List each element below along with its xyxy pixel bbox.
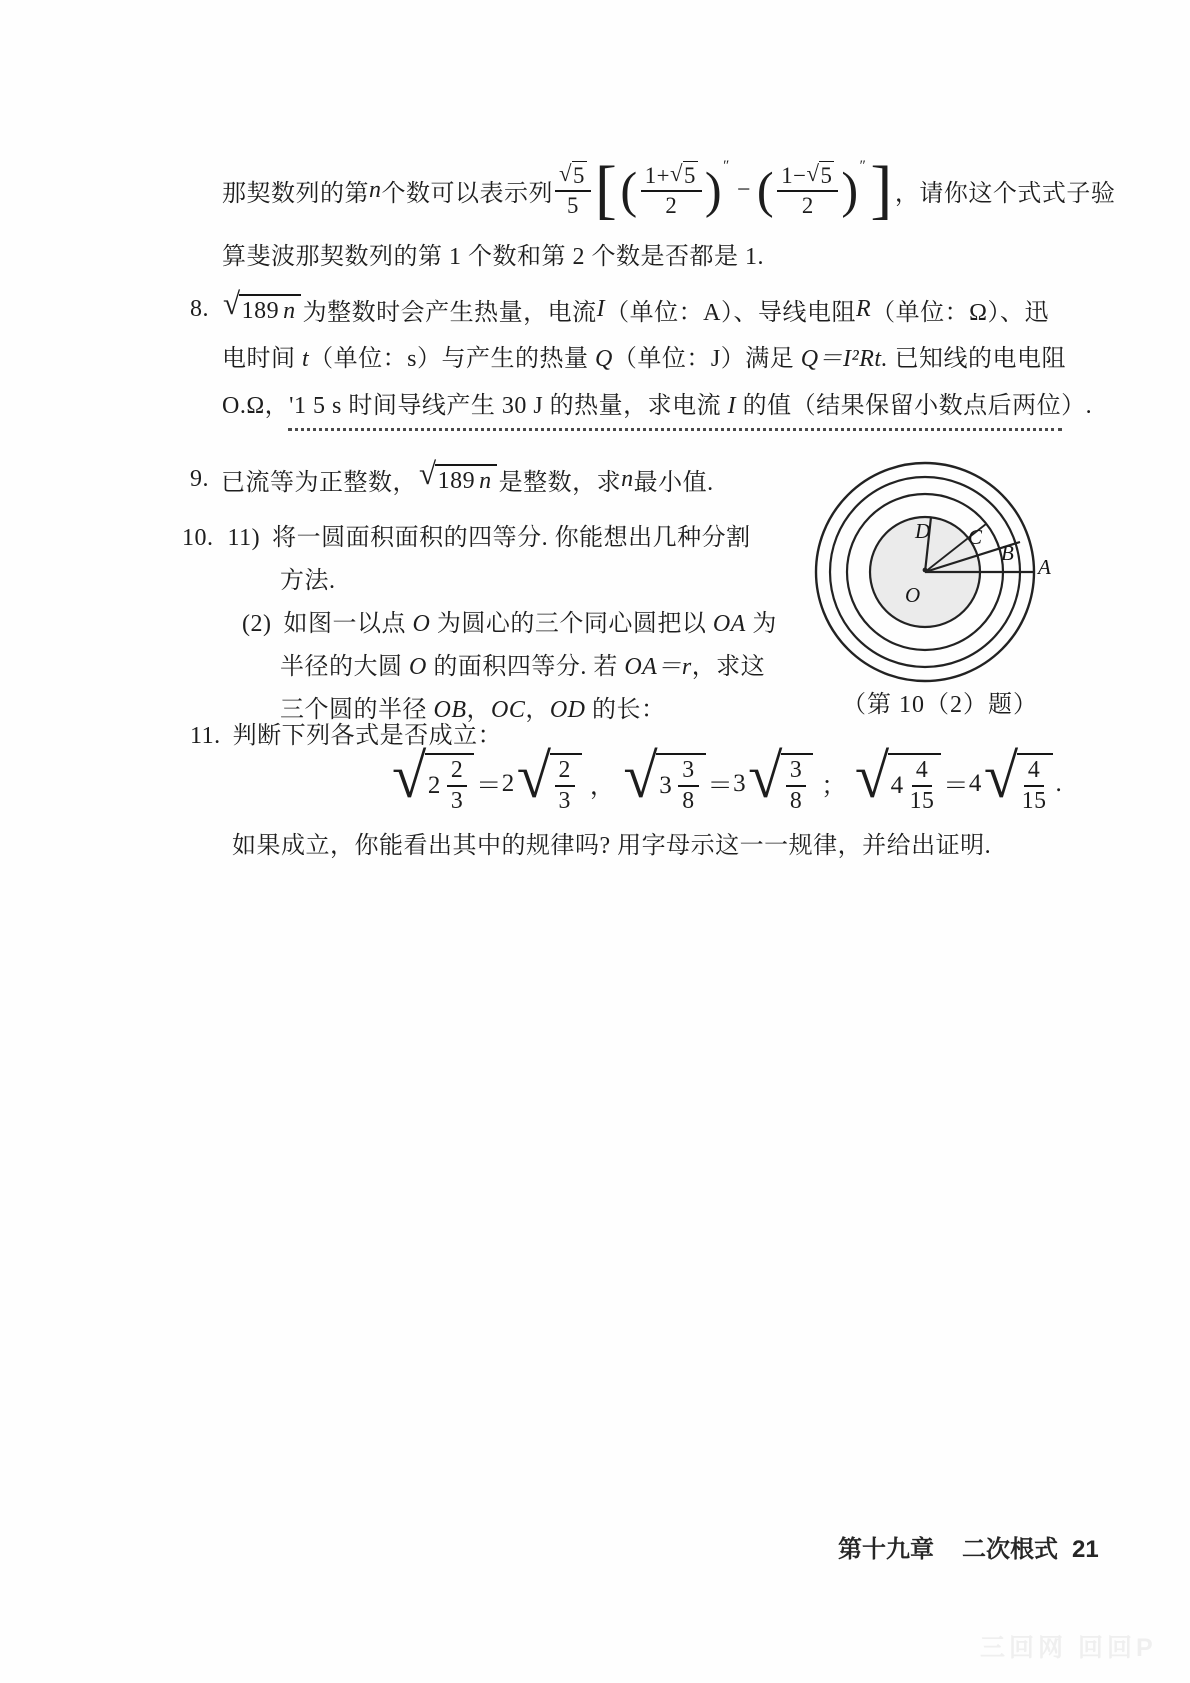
var-n: n [283, 297, 296, 324]
sqrt5 [559, 161, 587, 189]
numerator-text: 1− [781, 163, 807, 189]
left-bracket: [ [594, 152, 618, 226]
text: 是整数，求 [498, 469, 622, 496]
text: ，请你这个式式子验 [894, 180, 1116, 207]
text: 三个圆的半径 [280, 697, 434, 723]
text: 为圆心的三个同心圆把以 [430, 611, 713, 637]
text: 个数可以表示列 [381, 180, 553, 207]
whole-number: 2 [427, 772, 441, 799]
problem-8-line3 [222, 389, 1092, 423]
minus-sign: − [736, 176, 751, 203]
radicand: 189 [437, 467, 476, 494]
coefficient: 2 [501, 770, 515, 797]
fraction-radical [748, 741, 813, 814]
chapter-title: 第十九章 [838, 1536, 934, 1563]
sqrt5 [806, 161, 834, 189]
numerator-text: 1+ [644, 163, 670, 189]
figure-label-O: O [905, 583, 921, 607]
circle-O: O [409, 654, 427, 680]
radicand: 5 [573, 163, 585, 189]
exponent-mark: ″ [859, 157, 867, 174]
part-label: 11) [227, 525, 261, 551]
sqrt5 [670, 161, 698, 189]
mixed-radical [623, 741, 705, 814]
text: 最小值. [633, 469, 714, 496]
right-paren: ) [704, 161, 723, 218]
segment-OD: OD [549, 697, 586, 723]
radical-sign: √ [748, 741, 783, 812]
var-Q: Q [595, 346, 613, 372]
radical-sign: √ [559, 161, 573, 187]
var-I: I [596, 295, 606, 322]
joule-law-equation: Q＝I²Rt. [800, 346, 889, 372]
right-paren: ) [841, 161, 859, 218]
radical-sign: √ [806, 161, 820, 187]
problem-10-part2-line2 [280, 650, 765, 684]
var-n: n [369, 176, 382, 203]
var-t: t [302, 346, 310, 372]
denominator: 2 [801, 193, 814, 218]
oa-equals-r: OA＝r [624, 654, 692, 680]
exponent-mark: ″ [723, 157, 730, 174]
problem-11-tail: 如果成立，你能看出其中的规律吗? 用字母示这一一规律，并给出证明. [232, 833, 992, 859]
radical-sign: √ [623, 741, 659, 812]
left-paren: ( [756, 161, 775, 218]
equals-sign: ＝ [707, 773, 734, 800]
separator: ； [821, 773, 847, 800]
radical-sign: √ [392, 741, 427, 812]
denominator: 2 [665, 193, 678, 218]
golden-ratio-fraction-2 [777, 161, 838, 218]
figure-label-D: D [915, 519, 931, 543]
text: （单位：s）与产生的热量 [309, 346, 596, 372]
text: 将一圆面积面积的四等分. 你能想出几种分割 [272, 525, 751, 551]
dotted-separator [288, 428, 1062, 431]
section-title: 二次根式 [962, 1536, 1058, 1563]
numerator: 2 [447, 757, 467, 787]
text: ， [466, 697, 491, 723]
fibonacci-problem-line1 [222, 146, 1115, 234]
text: 的值（结果保留小数点后两位）. [736, 393, 1093, 419]
problem-number: 11. [190, 723, 221, 749]
numerator: 4 [912, 757, 932, 787]
text: （单位：A）、导线电阻 [605, 299, 856, 326]
text: 已流等为正整数， [221, 469, 417, 496]
fraction-radical [983, 741, 1054, 814]
text: 为 [745, 611, 777, 637]
denominator: 8 [789, 788, 803, 814]
numerator: 3 [678, 757, 698, 787]
radical-sign: √ [419, 455, 437, 491]
text: 判断下列各式是否成立： [232, 723, 503, 749]
problem-number: 10. [182, 525, 214, 551]
golden-ratio-fraction-1 [641, 161, 702, 218]
text: 如图一以点 [283, 611, 413, 637]
numerator: 4 [1024, 757, 1044, 787]
problem-8-line1 [190, 285, 1049, 330]
right-bracket: ] [870, 152, 893, 226]
sqrt-189n [419, 455, 497, 495]
denominator: 3 [450, 788, 464, 814]
whole-number: 4 [890, 772, 904, 799]
radical-sign: √ [854, 741, 890, 812]
sqrt-189n [223, 285, 301, 325]
problem-number: 8. [190, 295, 209, 322]
denominator: 8 [682, 788, 695, 814]
period: . [1055, 770, 1063, 797]
fibonacci-problem-line2: 算斐波那契数列的第 1 个数和第 2 个数是否都是 1. [222, 244, 764, 270]
denominator: 15 [909, 788, 935, 814]
problem-9 [190, 456, 714, 502]
text: 已知线的电电阻 [888, 346, 1067, 372]
radical-sign: √ [983, 741, 1019, 812]
text: 电时间 [222, 346, 302, 372]
radical-sign: √ [223, 285, 241, 321]
text: 的面积四等分. 若 [426, 654, 625, 680]
radicand: 5 [683, 163, 696, 189]
concentric-circles-figure [795, 452, 1085, 692]
point-O: O [412, 611, 431, 637]
text: （单位：J）满足 [612, 346, 801, 372]
whole-number: 3 [659, 772, 673, 799]
text: ， [525, 697, 550, 723]
problem-8-line2 [222, 342, 1066, 376]
text: （单位：Ω）、迅 [871, 299, 1049, 326]
coefficient-fraction [555, 161, 591, 218]
mixed-radical [854, 741, 942, 814]
problem-10-part1-line1 [182, 521, 751, 555]
fraction-radical [516, 741, 582, 814]
problem-10-part2-line1 [242, 607, 777, 641]
numerator: 2 [555, 757, 575, 787]
segment-OA: OA [712, 611, 746, 637]
radicand: 5 [820, 163, 833, 189]
segment-OB: OB [433, 697, 467, 723]
var-R: R [855, 295, 872, 322]
coefficient: 4 [968, 770, 982, 797]
radicand: 189 [241, 297, 280, 324]
text: 为整数时会产生热量，电流 [302, 299, 597, 326]
numerator: 3 [786, 757, 806, 787]
equals-sign: ＝ [943, 773, 969, 800]
var-I: I [727, 393, 737, 419]
part-label: (2) [242, 611, 272, 637]
figure-label-C: C [968, 525, 983, 549]
figure-caption: （第 10（2）题） [842, 692, 1038, 718]
text: O.Ω，'1 5 s 时间导线产生 30 J 的热量，求电流 [222, 393, 728, 419]
var-n: n [479, 467, 492, 494]
watermark: 三回网 回回P [980, 1634, 1157, 1662]
var-n: n [621, 465, 634, 492]
problem-10-part1-line2: 方法. [280, 568, 336, 594]
page-footer [838, 1529, 1099, 1564]
problem-11-equations [390, 742, 1062, 826]
segment-OC: OC [491, 697, 526, 723]
figure-label-B: B [1001, 541, 1014, 565]
text: ，求这 [691, 654, 766, 680]
radical-sign: √ [516, 741, 552, 812]
problem-number: 9. [190, 465, 209, 492]
page-number: 21 [1072, 1536, 1099, 1563]
text: 的长： [585, 697, 666, 723]
denominator: 5 [567, 193, 579, 218]
text: 半径的大圆 [280, 654, 409, 680]
denominator: 15 [1021, 788, 1047, 814]
radical-sign: √ [669, 161, 683, 187]
text: 那契数列的第 [222, 180, 369, 207]
mixed-radical [392, 741, 474, 814]
separator: ， [589, 773, 616, 800]
center-dot [923, 568, 928, 573]
figure-label-A: A [1038, 555, 1051, 579]
left-paren: ( [620, 161, 638, 218]
coefficient: 3 [733, 770, 747, 797]
denominator: 3 [558, 788, 571, 814]
equals-sign: ＝ [476, 773, 502, 800]
